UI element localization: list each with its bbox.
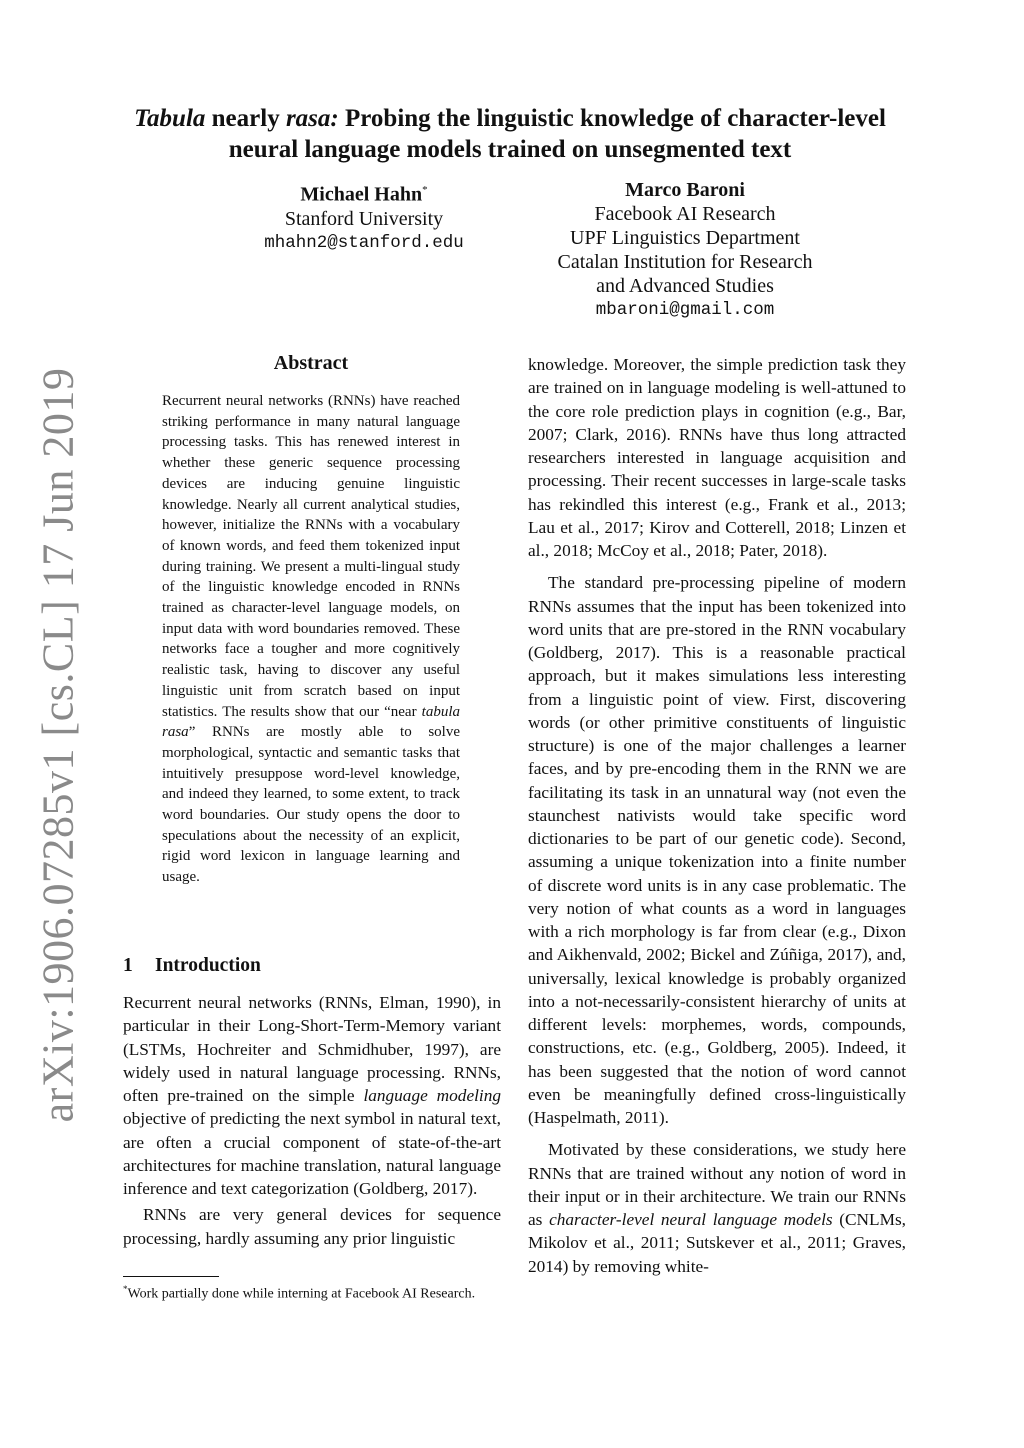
title-rest: Probing the linguistic knowledge of character-level neural language models trained on unsegmented text bbox=[228, 105, 886, 163]
abstract-heading: Abstract bbox=[273, 352, 349, 374]
paragraph-emphasis: language modeling bbox=[363, 1086, 501, 1105]
footnote-text: Work partially done while interning at Facebook AI Research. bbox=[127, 1286, 476, 1302]
section-title: Introduction bbox=[155, 955, 261, 976]
paragraph: Recurrent neural networks (RNNs, Elman, 1990), in particular in their Long-Short-Term-Memory variant (LSTMs, Hochreiter and Schmidhuber, 1997), are widely used in natural language processing. RNNs, often pre-trained on the simple language modeling objective of predicting the next symbol in natural text, are often a crucial component of state-of-the-art architectures for machine translation, natural language inference and text categorization (Goldberg, 2017). bbox=[123, 993, 501, 1198]
author-affiliation: Catalan Institution for Research bbox=[557, 251, 813, 273]
author-block-hahn bbox=[214, 178, 514, 255]
paragraph: Motivated by these considerations, we study here RNNs that are trained without any notion of word in their input or in their architecture. We train our RNNs as character-level neural language models (CNLMs, Mikolov et al., 2011; Sutskever et al., 2011; Graves, 2014) by removing white- bbox=[528, 1140, 907, 1276]
abstract-emphasis: tabula rasa bbox=[162, 703, 460, 741]
paragraph: knowledge. Moreover, the simple prediction task they are trained on in language modeling is well-attuned to the core role prediction plays in cognition (e.g., Bar, 2007; Clark, 2016). RNNs have thus long attracted researchers interested in language acquisition and processing. Their recent successes in large-scale tasks has rekindled this interest (e.g., Frank et al., 2013; Lau et al., 2017; Kirov and Cotterell, 2018; Linzen et al., 2018; McCoy et al., 2018; Pater, 2018). bbox=[528, 355, 906, 560]
section-number: 1 bbox=[123, 955, 133, 976]
author-name: Michael Hahn* bbox=[300, 183, 428, 206]
right-column-body bbox=[528, 353, 906, 1278]
footnote-marker: * bbox=[123, 1284, 128, 1294]
author-name: Marco Baroni bbox=[625, 179, 745, 201]
paragraph: The standard pre-processing pipeline of modern RNNs assumes that the input has been tokenized into word units that are pre-stored in the RNN vocabulary (Goldberg, 2017). This is a reasonable practical approach, but it makes simulations less interesting from a linguistic point of view. First, discovering words (or other primitive constituents of linguistic structure) is one of the major challenges a learner faces, and by pre-encoding them in the RNN we are facilitating its task in an unnatural way (not even the staunchest nativists would take specific word dictionaries to be part of our genetic code). Second, assuming a unique tokenization into a finite number of discrete word units is in any case problematic. The very notion of what counts as a word in languages with a rich morphology is far from clear (e.g., Dixon and Aikhenvald, 2002; Bickel and Zúñiga, 2017), and, universally, lexical knowledge is probably organized into a not-necessarily-consistent hierarchy of units at different levels: morphemes, words, compounds, constructions, etc. (e.g., Goldberg, 2005). Indeed, it has been suggested that the notion of word cannot even be meaningfully defined cross-linguistically (Haspelmath, 2011). bbox=[528, 573, 906, 1127]
paragraph-emphasis: character-level neural language models bbox=[549, 1210, 833, 1229]
paragraph: RNNs are very general devices for sequence processing, hardly assuming any prior linguistic bbox=[123, 1205, 501, 1248]
title-italic-tabula: Tabula bbox=[134, 105, 206, 132]
author-block-baroni bbox=[535, 178, 835, 322]
paper-title bbox=[110, 103, 910, 165]
author-affiliation: Facebook AI Research bbox=[594, 203, 776, 225]
author-affiliation: Stanford University bbox=[284, 207, 444, 230]
author-affiliation: and Advanced Studies bbox=[596, 275, 774, 297]
footnote bbox=[123, 1280, 501, 1304]
author-email: mhahn2@stanford.edu bbox=[264, 232, 464, 253]
left-column-body bbox=[123, 991, 501, 1250]
section-heading-introduction bbox=[123, 955, 261, 977]
author-email: mbaroni@gmail.com bbox=[595, 300, 775, 320]
footnote-divider bbox=[123, 1276, 219, 1277]
author-affiliation: UPF Linguistics Department bbox=[570, 227, 800, 249]
title-italic-rasa: rasa: bbox=[285, 105, 339, 132]
footnote-marker: * bbox=[422, 184, 428, 196]
abstract-text: Recurrent neural networks (RNNs) have reached striking performance in many natural language processing tasks. This has renewed interest in whether these generic sequence processing devices are inducing genuine linguistic knowledge. Nearly all current analytical studies, however, initialize the RNNs with a vocabulary of known words, and feed them tokenized input during training. We present a multi-lingual study of the linguistic knowledge encoded in RNNs trained as character-level language models, on input data with word boundaries removed. These networks face a tougher and more cognitively realistic task, having to discover any useful linguistic unit from scratch based on input statistics. The results show that our “near tabula rasa” RNNs are mostly able to solve morphological, syntactic and semantic tasks that intuitively presuppose word-level knowledge, and indeed they learned, to some extent, to track word boundaries. Our study opens the door to speculations about the necessity of an explicit, rigid word lexicon in language learning and usage. bbox=[162, 393, 460, 886]
title-segment: nearly bbox=[205, 105, 286, 132]
arxiv-identifier: arXiv:1906.07285v1 [cs.CL] 17 Jun 2019 bbox=[33, 367, 83, 1123]
